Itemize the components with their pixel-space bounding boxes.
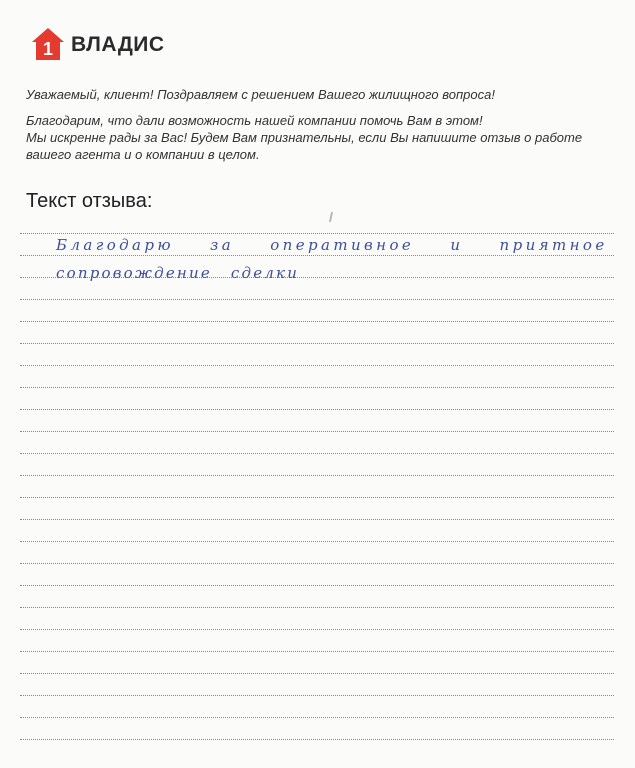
logo-badge-digit: 1 — [42, 39, 54, 59]
ruled-line — [20, 695, 614, 696]
handwritten-line-2: сопровождение сделки — [56, 264, 300, 282]
ruled-line — [20, 409, 614, 410]
ruled-line — [20, 365, 614, 366]
greeting-text: Уважаемый, клиент! Поздравляем с решением Вашего жилищного вопроса! — [26, 87, 495, 102]
ruled-line — [20, 475, 614, 476]
ruled-lines — [20, 0, 614, 768]
handwritten-line-1: Благодарю за оперативное и приятное — [56, 236, 608, 254]
ruled-line — [20, 321, 614, 322]
ruled-line — [20, 673, 614, 674]
ruled-line — [20, 563, 614, 564]
ruled-line — [20, 387, 614, 388]
ruled-line — [20, 541, 614, 542]
ruled-line — [20, 255, 614, 256]
ruled-line — [20, 519, 614, 520]
ruled-line — [20, 651, 614, 652]
thanks-line-3: вашего агента и о компании в целом. — [26, 147, 260, 162]
ruled-line — [20, 431, 614, 432]
review-heading: Текст отзыва: — [26, 190, 153, 212]
ruled-line — [20, 739, 614, 740]
ruled-line — [20, 585, 614, 586]
ruled-line — [20, 497, 614, 498]
ruled-line — [20, 717, 614, 718]
thanks-line-1: Благодарим, что дали возможность нашей компании помочь Вам в этом! — [26, 113, 483, 128]
logo-text: ВЛАДИС — [71, 32, 165, 56]
ruled-line — [20, 233, 614, 234]
ruled-line — [20, 629, 614, 630]
ruled-line — [20, 343, 614, 344]
ruled-line — [20, 453, 614, 454]
ruled-line — [20, 607, 614, 608]
ruled-line — [20, 299, 614, 300]
thanks-line-2: Мы искренне рады за Вас! Будем Вам признательны, если Вы напишите отзыв о работе — [26, 130, 583, 145]
